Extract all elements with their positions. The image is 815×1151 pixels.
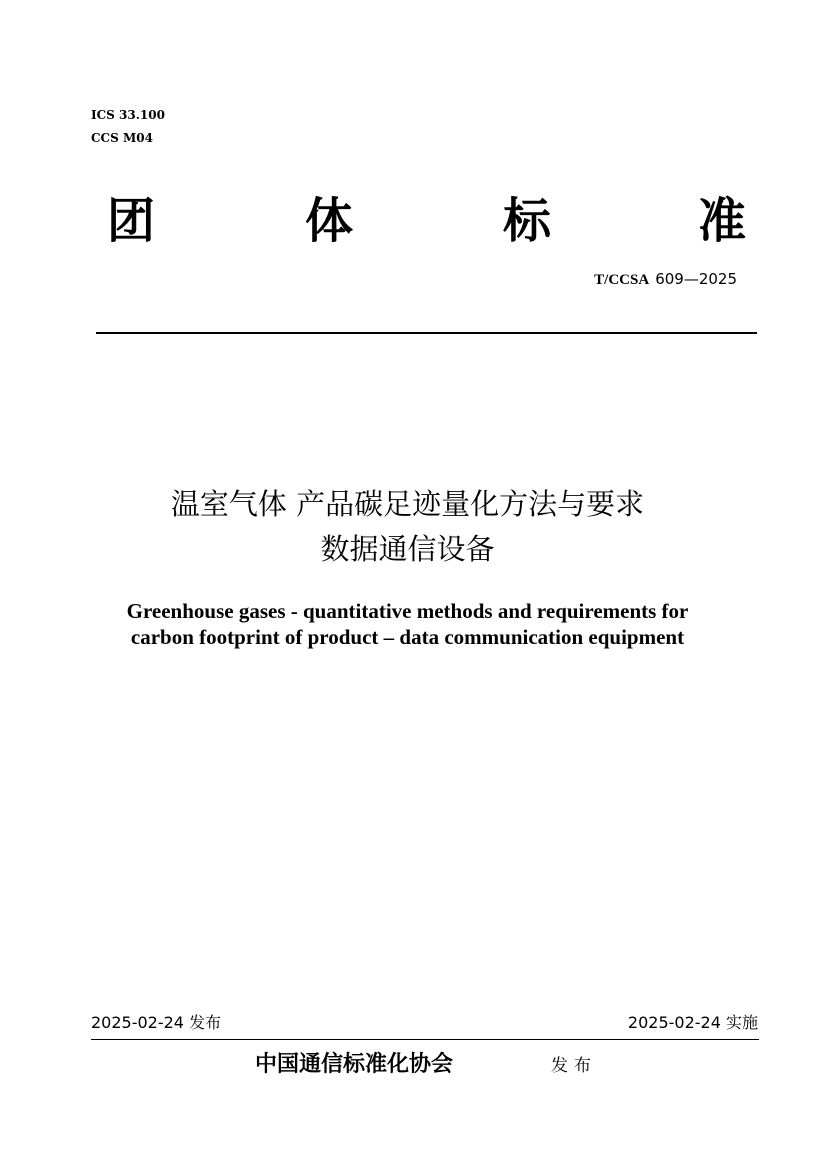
standard-number-prefix: T/CCSA [594,272,650,288]
standard-type-char-1: 团 [106,193,155,249]
publish-label: 发布 [551,1056,597,1076]
title-english-line-2: carbon footprint of product – data communication equipment [130,625,685,649]
title-chinese-line-2: 数据通信设备 [320,532,495,566]
standard-number-value: 609—2025 [655,270,737,288]
bottom-divider [91,1039,759,1040]
ics-code: ICS 33.100 [91,108,165,122]
issue-date: 2025-02-24 发布 [91,1013,222,1032]
title-chinese-line-1: 温室气体 产品碳足迹量化方法与要求 [170,487,645,521]
publisher-name: 中国通信标准化协会 [255,1051,454,1077]
standard-type-char-4: 准 [697,193,746,249]
top-divider [96,332,757,334]
ccs-code: CCS M04 [91,131,153,145]
standard-type-char-3: 标 [502,193,551,249]
implementation-date: 2025-02-24 实施 [627,1013,758,1032]
title-english-line-1: Greenhouse gases - quantitative methods and requirements for [126,599,689,623]
standard-type-char-2: 体 [304,193,353,249]
standard-number [594,269,737,290]
